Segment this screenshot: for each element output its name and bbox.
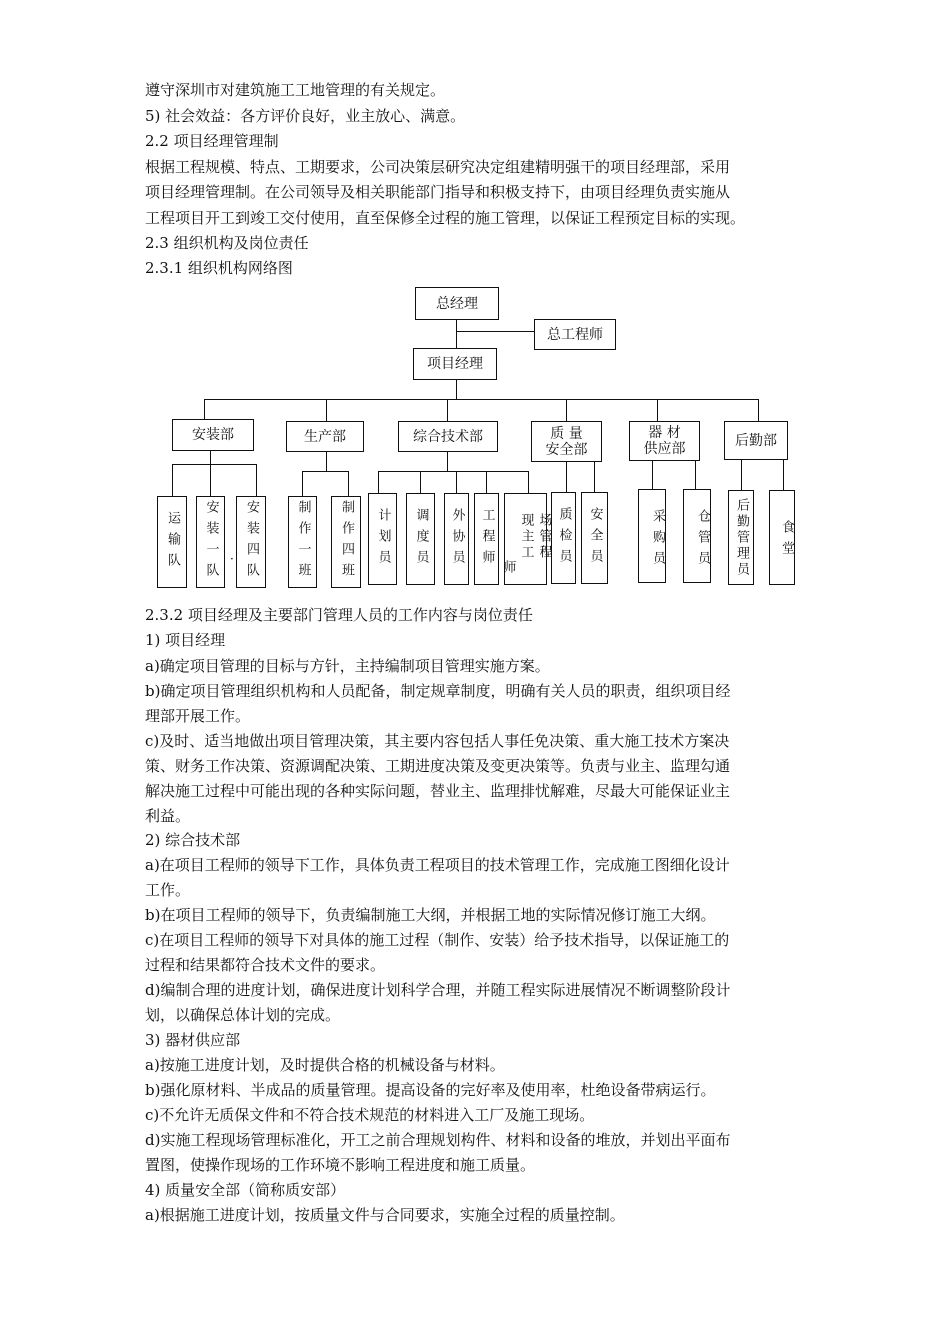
connector bbox=[528, 471, 529, 493]
org-node-warehouse bbox=[683, 489, 711, 583]
connector bbox=[204, 399, 758, 400]
org-node-dispatcher bbox=[406, 493, 435, 585]
org-node-tech-dept bbox=[398, 421, 498, 452]
node-label: 安装四队 bbox=[244, 500, 259, 584]
connector bbox=[456, 331, 534, 332]
node-label: 后勤部 bbox=[735, 432, 777, 449]
org-node-transport-team bbox=[157, 496, 187, 588]
text-line: a)确定项目管理的目标与方针，主持编制项目管理实施方案。 bbox=[145, 657, 550, 675]
connector bbox=[652, 461, 653, 489]
text-line: a)在项目工程师的领导下工作，具体负责工程项目的技术管理工作，完成施工图细化设计 bbox=[145, 856, 730, 874]
section-heading: 2.3 组织机构及岗位责任 bbox=[145, 234, 309, 252]
org-node-logistics-manager bbox=[728, 490, 754, 585]
org-node-engineer bbox=[474, 493, 499, 585]
connector bbox=[486, 471, 487, 493]
org-node-make-team-1 bbox=[288, 496, 317, 588]
connector bbox=[172, 464, 173, 496]
node-label: 外协员 bbox=[449, 507, 465, 571]
text-line: 理部开展工作。 bbox=[145, 707, 251, 725]
org-node-install-team-1 bbox=[196, 496, 225, 588]
org-node-install-dept bbox=[172, 419, 254, 451]
connector bbox=[302, 471, 303, 496]
text-line: 工程项目开工到竣工交付使用，直至保修全过程的施工管理，以保证工程预定目标的实现。 bbox=[145, 209, 746, 227]
text-line: 项目经理管理制。在公司领导及相关职能部门指导和积极支持下，由项目经理负责实施从 bbox=[145, 183, 731, 201]
node-label: 器 材 供应部 bbox=[643, 425, 686, 457]
subsection-heading: 2) 综合技术部 bbox=[145, 831, 241, 849]
text-line: b)确定项目管理组织机构和人员配备，制定规章制度，明确有关人员的职责，组织项目经 bbox=[145, 682, 731, 700]
connector bbox=[758, 399, 759, 421]
org-node-logistics-dept bbox=[724, 421, 788, 460]
text-line: 根据工程规模、特点、工期要求，公司决策层研究决定组建精明强干的项目经理部，采用 bbox=[145, 158, 731, 176]
node-label: 场管程 bbox=[536, 512, 552, 561]
node-label: 工程师 bbox=[479, 507, 495, 571]
node-label: 质 量 安全部 bbox=[545, 425, 588, 458]
connector bbox=[657, 399, 658, 421]
connector bbox=[447, 452, 448, 472]
text-line: 过程和结果都符合技术文件的要求。 bbox=[145, 956, 386, 974]
section-heading: 2.3.2 项目经理及主要部门管理人员的工作内容与岗位责任 bbox=[145, 606, 533, 624]
node-label: 总经理 bbox=[436, 295, 478, 312]
org-node-canteen bbox=[769, 490, 795, 585]
subsection-heading: 3) 器材供应部 bbox=[145, 1031, 241, 1049]
connector bbox=[378, 471, 528, 472]
node-label: 制作一班 bbox=[295, 500, 311, 584]
subsection-heading: 1) 项目经理 bbox=[145, 631, 226, 649]
connector bbox=[302, 471, 348, 472]
connector bbox=[210, 464, 211, 496]
connector bbox=[456, 471, 457, 493]
node-label: 综合技术部 bbox=[413, 428, 483, 445]
connector bbox=[420, 471, 421, 493]
node-label: 后勤管理员 bbox=[734, 497, 749, 578]
connector bbox=[783, 460, 784, 490]
org-node-buyer bbox=[638, 489, 666, 583]
connector bbox=[741, 460, 742, 490]
connector bbox=[326, 452, 327, 472]
org-node-quality-safety-dept bbox=[531, 421, 602, 462]
connector bbox=[256, 464, 257, 496]
text-line: d)实施工程现场管理标准化，开工之前合理规划构件、材料和设备的堆放，并划出平面布 bbox=[145, 1131, 731, 1149]
text-line: b)强化原材料、半成品的质量管理。提高设备的完好率及使用率，杜绝设备带病运行。 bbox=[145, 1081, 716, 1099]
dot-mark: · bbox=[230, 552, 234, 566]
connector bbox=[566, 399, 567, 421]
org-node-inspector bbox=[551, 492, 576, 584]
org-node-install-team-4 bbox=[236, 496, 266, 588]
node-label: 调度员 bbox=[413, 507, 429, 571]
node-label: 项目经理 bbox=[427, 356, 483, 372]
section-heading: 2.2 项目经理管理制 bbox=[145, 132, 279, 150]
node-label: 安装部 bbox=[192, 427, 234, 443]
text-line: 解决施工过程中可能出现的各种实际问题，替业主、监理排忧解难，尽最大可能保证业主 bbox=[145, 782, 731, 800]
subsection-heading: 4) 质量安全部（简称质安部） bbox=[145, 1181, 346, 1199]
text-line: 利益。 bbox=[145, 807, 191, 825]
connector bbox=[348, 471, 349, 496]
node-label: 仓管员 bbox=[695, 508, 710, 572]
connector bbox=[456, 380, 457, 400]
connector bbox=[172, 464, 256, 465]
node-label: 质检员 bbox=[556, 506, 572, 570]
org-node-chief-engineer bbox=[534, 319, 616, 350]
org-node-outsource bbox=[444, 493, 469, 585]
node-label: 安装一队 bbox=[203, 500, 219, 584]
org-node-make-team-4 bbox=[331, 496, 361, 588]
org-node-general-manager bbox=[415, 287, 499, 320]
node-label: 计划员 bbox=[375, 507, 391, 571]
text-line: 遵守深圳市对建筑施工工地管理的有关规定。 bbox=[145, 81, 446, 99]
node-label: 运输队 bbox=[165, 510, 180, 574]
text-line: a)根据施工进度计划，按质量文件与合同要求，实施全过程的质量控制。 bbox=[145, 1206, 625, 1224]
node-label: 现主工 bbox=[518, 512, 534, 561]
text-line: 划，以确保总体计划的完成。 bbox=[145, 1006, 341, 1024]
connector bbox=[378, 471, 379, 493]
org-node-planner bbox=[368, 493, 397, 585]
connector bbox=[566, 462, 567, 492]
node-label: 安全员 bbox=[587, 506, 603, 570]
text-line: c)不允许无质保文件和不符合技术规范的材料进入工厂及施工现场。 bbox=[145, 1106, 595, 1124]
section-heading: 2.3.1 组织机构网络图 bbox=[145, 259, 293, 277]
node-label: 师 bbox=[500, 560, 516, 573]
node-label: 生产部 bbox=[304, 428, 346, 445]
connector bbox=[456, 320, 457, 348]
node-label: 总工程师 bbox=[547, 326, 603, 343]
org-node-production-dept bbox=[286, 421, 364, 452]
text-line: 5) 社会效益：各方评价良好，业主放心、满意。 bbox=[145, 107, 466, 125]
text-line: 置图，使操作现场的工作环境不影响工程进度和施工质量。 bbox=[145, 1156, 536, 1174]
node-label: 食堂 bbox=[779, 519, 794, 562]
text-line: 工作。 bbox=[145, 881, 191, 899]
org-node-safety-officer bbox=[581, 492, 608, 584]
connector bbox=[695, 461, 696, 489]
connector bbox=[594, 462, 595, 492]
text-line: a)按施工进度计划，及时提供合格的机械设备与材料。 bbox=[145, 1056, 505, 1074]
text-line: 策、财务工作决策、资源调配决策、工期进度决策及变更决策等。负责与业主、监理勾通 bbox=[145, 757, 731, 775]
text-line: c)及时、适当地做出项目管理决策，其主要内容包括人事任免决策、重大施工技术方案决 bbox=[145, 732, 730, 750]
connector bbox=[447, 399, 448, 421]
text-line: d)编制合理的进度计划，确保进度计划科学合理，并随工程实际进展情况不断调整阶段计 bbox=[145, 981, 731, 999]
node-label: 制作四班 bbox=[339, 500, 354, 584]
connector bbox=[210, 451, 211, 465]
connector bbox=[204, 399, 205, 419]
org-node-material-dept bbox=[629, 421, 700, 461]
node-label: 采购员 bbox=[650, 508, 665, 572]
org-node-site-engineer bbox=[500, 493, 552, 585]
text-line: b)在项目工程师的领导下，负责编制施工大纲，并根据工地的实际情况修订施工大纲。 bbox=[145, 906, 716, 924]
text-line: c)在项目工程师的领导下对具体的施工过程（制作、安装）给予技术指导，以保证施工的 bbox=[145, 931, 730, 949]
connector bbox=[326, 399, 327, 421]
org-node-project-manager bbox=[413, 348, 497, 380]
